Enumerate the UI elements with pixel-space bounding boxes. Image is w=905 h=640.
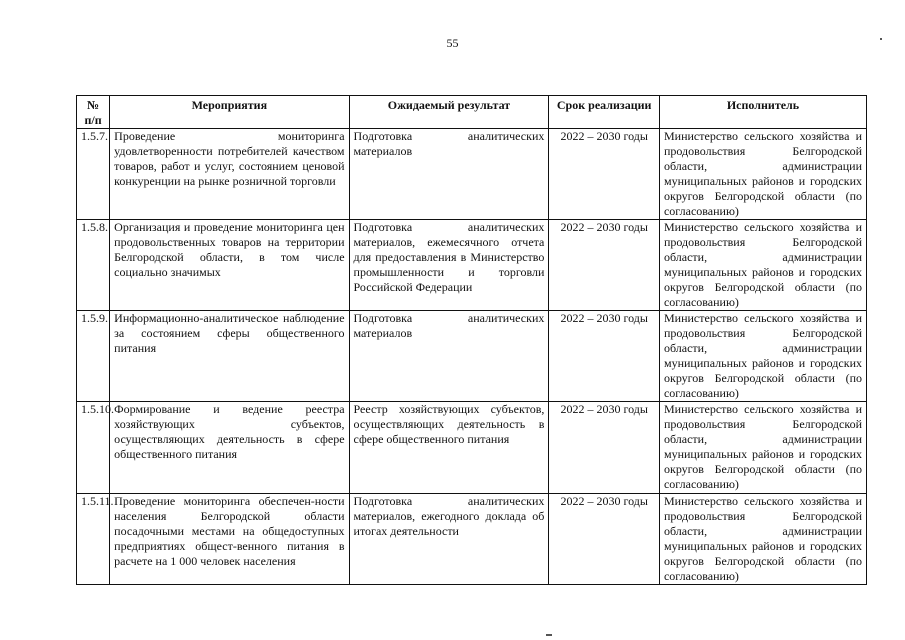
row-number: 1.5.7. [77, 129, 110, 220]
row-result: Подготовка аналитических материалов [349, 129, 549, 220]
row-executor: Министерство сельского хозяйства и продовольствия Белгородской области, администрации муниципальных районов и городских округов Белгородской области (по согласованию) [659, 220, 866, 311]
scan-speck [880, 38, 882, 40]
scan-speck [546, 634, 552, 636]
table-header-row [77, 96, 867, 129]
row-measure: Информационно-аналитическое наблюдение за состоянием сферы общественного питания [110, 311, 349, 402]
row-measure: Формирование и ведение реестра хозяйствующих субъектов, осуществляющих деятельность в сфере общественного питания [110, 402, 349, 494]
row-number: 1.5.11. [77, 494, 110, 585]
row-term: 2022 – 2030 годы [549, 311, 660, 402]
row-measure: Организация и проведение мониторинга цен продовольственных товаров на территории Белгородской области, в том числе социально значимых [110, 220, 349, 311]
row-result: Подготовка аналитических материалов, ежегодного доклада об итогах деятельности [349, 494, 549, 585]
row-result: Подготовка аналитических материалов, ежемесячного отчета для предоставления в Министерство промышленности и торговли Российской Федерации [349, 220, 549, 311]
measures-table [76, 95, 867, 585]
row-executor: Министерство сельского хозяйства и продовольствия Белгородской области, администрации муниципальных районов и городских округов Белгородской области (по согласованию) [659, 494, 866, 585]
header-term: Срок реализации [549, 96, 660, 129]
table-row [77, 311, 867, 402]
header-num: № п/п [77, 96, 110, 129]
row-number: 1.5.9. [77, 311, 110, 402]
row-measure: Проведение мониторинга удовлетворенности потребителей качеством товаров, работ и услуг, состоянием ценовой конкуренции на рынке розничной торговли [110, 129, 349, 220]
row-term: 2022 – 2030 годы [549, 220, 660, 311]
page-number: 55 [446, 36, 459, 50]
table-row [77, 402, 867, 494]
row-term: 2022 – 2030 годы [549, 402, 660, 494]
row-term: 2022 – 2030 годы [549, 129, 660, 220]
row-executor: Министерство сельского хозяйства и продовольствия Белгородской области, администрации муниципальных районов и городских округов Белгородской области (по согласованию) [659, 311, 866, 402]
table-row [77, 129, 867, 220]
table-row [77, 494, 867, 585]
row-number: 1.5.10. [77, 402, 110, 494]
header-result: Ожидаемый результат [349, 96, 549, 129]
row-measure: Проведение мониторинга обеспечен-ности населения Белгородской области посадочными местами на общедоступных предприятиях общест-венного питания в расчете на 1 000 человек населения [110, 494, 349, 585]
row-term: 2022 – 2030 годы [549, 494, 660, 585]
header-measure: Мероприятия [110, 96, 349, 129]
row-number: 1.5.8. [77, 220, 110, 311]
row-executor: Министерство сельского хозяйства и продовольствия Белгородской области, администрации муниципальных районов и городских округов Белгородской области (по согласованию) [659, 402, 866, 494]
row-executor: Министерство сельского хозяйства и продовольствия Белгородской области, администрации муниципальных районов и городских округов Белгородской области (по согласованию) [659, 129, 866, 220]
table-row [77, 220, 867, 311]
header-executor: Исполнитель [659, 96, 866, 129]
row-result: Подготовка аналитических материалов [349, 311, 549, 402]
row-result: Реестр хозяйствующих субъектов, осуществляющих деятельность в сфере общественного питания [349, 402, 549, 494]
